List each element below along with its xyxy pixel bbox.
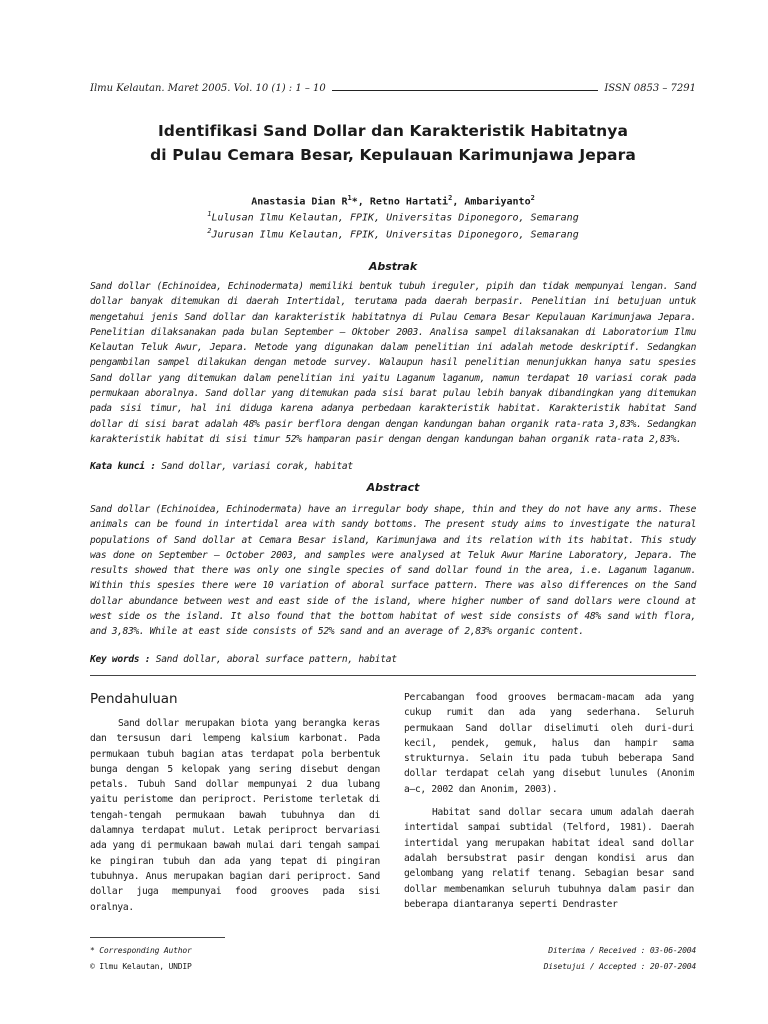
affiliation — [90, 210, 696, 223]
author-name: Anastasia Dian R — [251, 196, 348, 208]
title-line-2: di Pulau Cemara Besar, Kepulauan Karimunjawa Jepara — [150, 146, 636, 164]
right-column — [404, 690, 694, 912]
author-affiliation-mark: 2 — [530, 194, 535, 202]
keywords-text: Sand dollar, variasi corak, habitat — [155, 461, 353, 472]
accepted-date: Disetujui / Accepted : 20-07-2004 — [543, 962, 696, 971]
author-affiliation-mark: 1 — [347, 194, 352, 202]
corresponding-author-note: * Corresponding Author — [90, 946, 192, 955]
keywords-label: Key words : — [90, 654, 151, 665]
affiliation-number: 1 — [207, 210, 212, 218]
copyright-note: © Ilmu Kelautan, UNDIP — [90, 962, 192, 971]
left-column — [90, 690, 380, 915]
issn: ISSN 0853 – 7291 — [604, 83, 696, 94]
keywords-label: Kata kunci : — [90, 461, 156, 472]
author-name: Ambariyanto — [464, 196, 531, 208]
affiliation-text: Lulusan Ilmu Kelautan, FPIK, Universitas Diponegoro, Semarang — [211, 212, 579, 224]
corresponding-mark: * — [351, 196, 358, 208]
author-affiliation-mark: 2 — [448, 194, 453, 202]
affiliation-number: 2 — [207, 227, 212, 235]
affiliation-text: Jurusan Ilmu Kelautan, FPIK, Universitas Diponegoro, Semarang — [211, 229, 579, 241]
paper-title — [90, 119, 696, 167]
section-heading: Pendahuluan — [90, 691, 178, 707]
abstract-body: Sand dollar (Echinoidea, Echinodermata) have an irregular body shape, thin and they do not have any arms. These animals can be found in intertidal area with sandy bottoms. The present study aims to investigate the natural populations of Sand dollar at Cemara Besar island, Karimunjawa and its relation with its habitat. This study was done on September – October 2003, and samples were analysed at Teluk Awur Marine Laboratory, Jepara. The results showed that there was only one single species of sand dollar found in the area, i.e. Laganum laganum. Within this spesies there were 10 variation of aboral surface pattern. There was also differences on the Sand dollar abundance between west and east side of the island, where higher number of sand dollars were clound at west side os the island. It also found that the bottom habitat of west side consists of 48% sand with flora, and 3,83%. While at east side consists of 52% sand and an average of 2,83% organic content. — [90, 504, 696, 638]
abstrak-body: Sand dollar (Echinoidea, Echinodermata) memiliki bentuk tubuh ireguler, pipih dan tidak mempunyai lengan. Sand dollar banyak ditemukan di daerah Intertidal, terutama pada daerah berpasir. Penelitian ini betujuan untuk mengetahui jenis Sand dollar dan karakteristik habitatnya di Pulau Cemara Besar Kepulauan Karimunjawa Jepara. Penelitian dilaksanakan pada bulan September – Oktober 2003. Analisa sampel dilaksanakan di Laboratorium Ilmu Kelautan Teluk Awur, Jepara. Metode yang digunakan dalam penelitian ini adalah metode deskriptif. Sedangkan pengambilan sampel dilakukan dengan metode survey. Walaupun hasil penelitian menunjukkan hanya satu spesies Sand dollar yang ditemukan dalam penelitian ini yaitu Laganum laganum, namun terdapat 10 variasi corak pada permukaan aboralnya. Sand dollar yang ditemukan pada sisi barat pulau lebih banyak dibandingkan yang ditemukan pada sisi timur, hal ini diduga karena adanya perbedaan karakteristik habitat. Karakteristik habitat Sand dollar di sisi barat adalah 48% pasir berflora dengan dengan kandungan bahan organik rata-rata 3,83%. Sedangkan karakteristik habitat di sisi timur 52% hamparan pasir dengan dengan kandungan bahan organik rata-rata 2,83%. — [90, 281, 696, 445]
abstrak-heading: Abstrak — [368, 260, 418, 273]
body-paragraph: Sand dollar merupakan biota yang berangka keras dan tersusun dari lempeng kalsium karbonat. Pada permukaan tubuh bagian atas terdapat pola berbentuk bunga dengan 5 kelopak yang sering disebut dengan petals. Tubuh Sand dollar mempunyai 2 dua lubang yaitu peristome dan periproct. Peristome terletak di tengah-tengah permukaan bawah tubuhnya dan di dalamnya terdapat mulut. Letak periproct bervariasi ada yang di permukaan bawah mulai dari tengah sampai ke pingiran tubuh dan ada yang tepat di pingiran tubuhnya. Anus merupakan bagian dari periproct. Sand dollar juga mempunyai food grooves pada sisi oralnya. — [90, 718, 380, 913]
running-header — [90, 83, 696, 94]
body-paragraph: Percabangan food grooves bermacam-macam ada yang cukup rumit dan ada yang sederhana. Seluruh permukaan Sand dollar diselimuti oleh duri-duri kecil, pendek, gemuk, halus dan hampir sama strukturnya. Selain itu pada tubuh beberapa Sand dollar terdapat celah yang disebut lunules (Anonim a–c, 2002 dan Anonim, 2003). — [404, 692, 694, 795]
author-name: Retno Hartati — [369, 196, 449, 208]
affiliation — [90, 227, 696, 240]
key-words — [90, 654, 696, 665]
received-date: Diterima / Received : 03-06-2004 — [548, 946, 696, 955]
body-paragraph: Habitat sand dollar secara umum adalah daerah intertidal sampai subtidal (Telford, 1981). Daerah intertidal yang merupakan habitat ideal sand dollar adalah bersubstrat pasir dengan kondisi arus dan gelombang yang relatif tenang. Sebagian besar sand dollar membenamkan seluruh tubuhnya dalam pasir dan beberapa diantaranya seperti Dendraster — [404, 807, 694, 910]
kata-kunci — [90, 461, 696, 472]
keywords-text: Sand dollar, aboral surface pattern, habitat — [150, 654, 397, 665]
footnote-rule — [90, 937, 225, 938]
author-list: Anastasia Dian $R^1*$, Retno Hartati$^2$, Ambariyanto$^2$ — [251, 194, 535, 208]
journal-citation: Ilmu Kelautan. Maret 2005. Vol. 10 (1) : 1 – 10 — [90, 83, 326, 94]
abstract-heading: Abstract — [366, 481, 420, 494]
section-divider — [90, 675, 696, 676]
title-line-1: Identifikasi Sand Dollar dan Karakteristik Habitatnya — [157, 122, 629, 140]
header-rule — [332, 90, 599, 91]
